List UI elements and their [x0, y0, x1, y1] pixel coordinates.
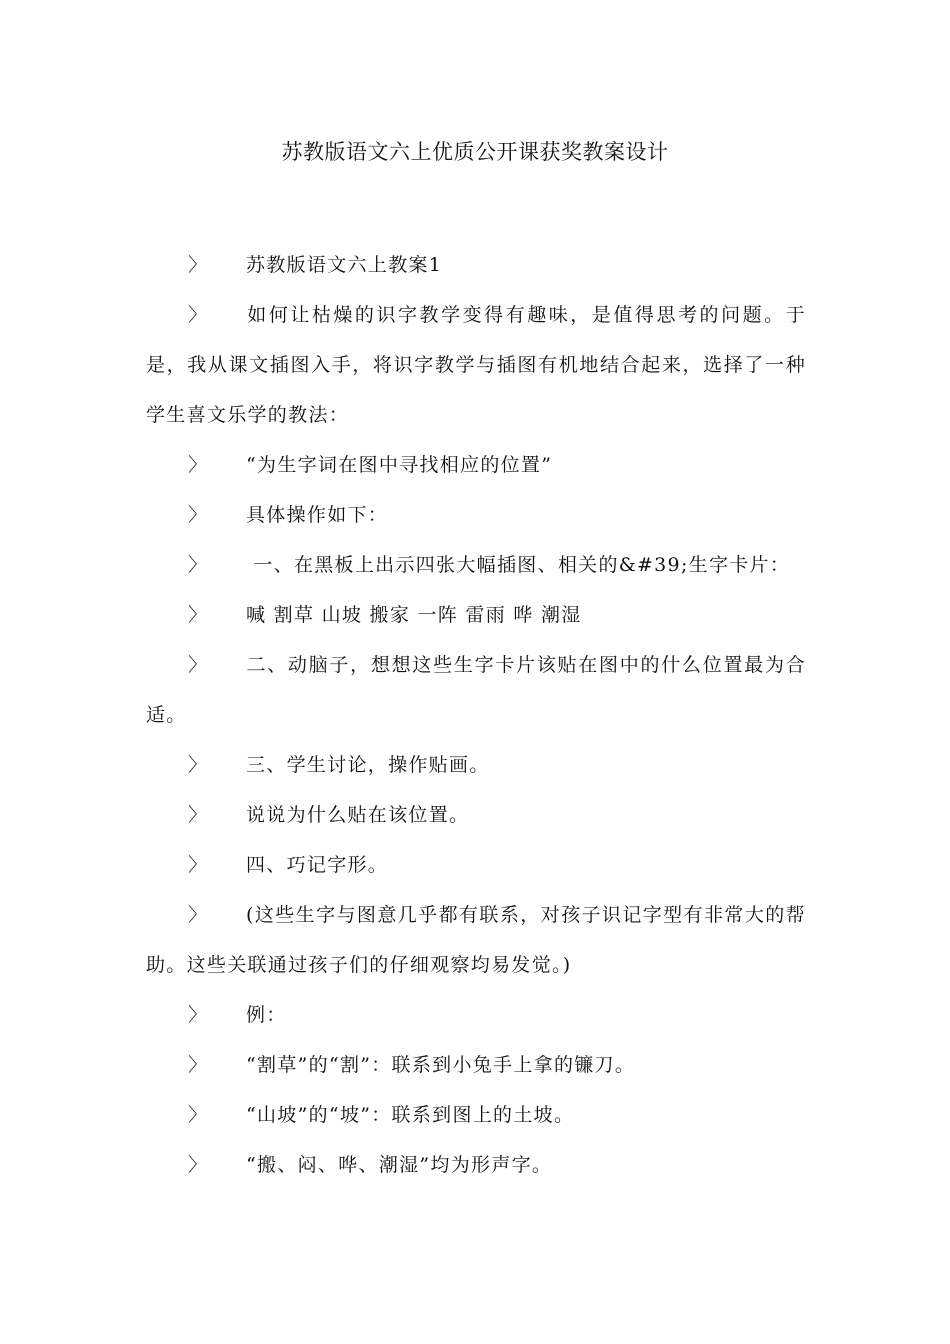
- bullet-icon: 〉: [188, 854, 209, 876]
- paragraph: [146, 790, 806, 840]
- paragraph: [146, 290, 806, 440]
- paragraph-text: 二、动脑子，想想这些生字卡片该贴在图中的什么位置最为合适。: [146, 654, 806, 726]
- bullet-icon: 〉: [188, 554, 209, 576]
- paragraph: [146, 1090, 806, 1140]
- paragraph-text: 具体操作如下：: [246, 504, 389, 526]
- paragraph-text: “搬、闷、哗、潮湿”均为形声字。: [246, 1154, 553, 1176]
- paragraph: [146, 640, 806, 740]
- paragraph-text: 三、学生讨论，操作贴画。: [246, 754, 490, 776]
- paragraph: [146, 540, 806, 590]
- bullet-icon: 〉: [188, 454, 209, 476]
- paragraph: [146, 1040, 806, 1090]
- document-body: [146, 240, 806, 1190]
- document-title: 苏教版语文六上优质公开课获奖教案设计: [281, 140, 669, 164]
- bullet-icon: 〉: [188, 1154, 209, 1176]
- paragraph: [146, 840, 806, 890]
- paragraph: [146, 1140, 806, 1190]
- paragraph: [146, 890, 806, 990]
- paragraph-text: (这些生字与图意几乎都有联系，对孩子识记字型有非常大的帮助。这些关联通过孩子们的仔细观察均易发觉。): [146, 904, 806, 976]
- bullet-icon: 〉: [188, 504, 209, 526]
- paragraph-text: “为生字词在图中寻找相应的位置”: [246, 454, 553, 476]
- bullet-icon: 〉: [188, 904, 209, 926]
- paragraph-text: 四、巧记字形。: [246, 854, 389, 876]
- paragraph: [146, 590, 806, 640]
- paragraph-text: 喊 割草 山坡 搬家 一阵 雷雨 哗 潮湿: [246, 604, 582, 626]
- paragraph-text: 一、在黑板上出示四张大幅插图、相关的&#39;生字卡片：: [246, 554, 791, 576]
- paragraph: [146, 440, 806, 490]
- bullet-icon: 〉: [188, 604, 209, 626]
- paragraph-text: “割草”的“割”：联系到小兔手上拿的镰刀。: [246, 1054, 636, 1076]
- paragraph-text: 苏教版语文六上教案1: [246, 254, 443, 276]
- bullet-icon: 〉: [188, 254, 209, 276]
- bullet-icon: 〉: [188, 304, 209, 326]
- paragraph: [146, 490, 806, 540]
- bullet-icon: 〉: [188, 1054, 209, 1076]
- paragraph-text: 例：: [246, 1004, 287, 1026]
- bullet-icon: 〉: [188, 1104, 209, 1126]
- paragraph: [146, 990, 806, 1040]
- paragraph: [146, 240, 806, 290]
- bullet-icon: 〉: [188, 804, 209, 826]
- paragraph-text: 说说为什么贴在该位置。: [246, 804, 470, 826]
- paragraph: [146, 740, 806, 790]
- bullet-icon: 〉: [188, 654, 209, 676]
- bullet-icon: 〉: [188, 1004, 209, 1026]
- paragraph-text: “山坡”的“坡”：联系到图上的土坡。: [246, 1104, 575, 1126]
- bullet-icon: 〉: [188, 754, 209, 776]
- paragraph-text: 如何让枯燥的识字教学变得有趣味，是值得思考的问题。于是，我从课文插图入手，将识字教学与插图有机地结合起来，选择了一种学生喜文乐学的教法：: [146, 304, 806, 426]
